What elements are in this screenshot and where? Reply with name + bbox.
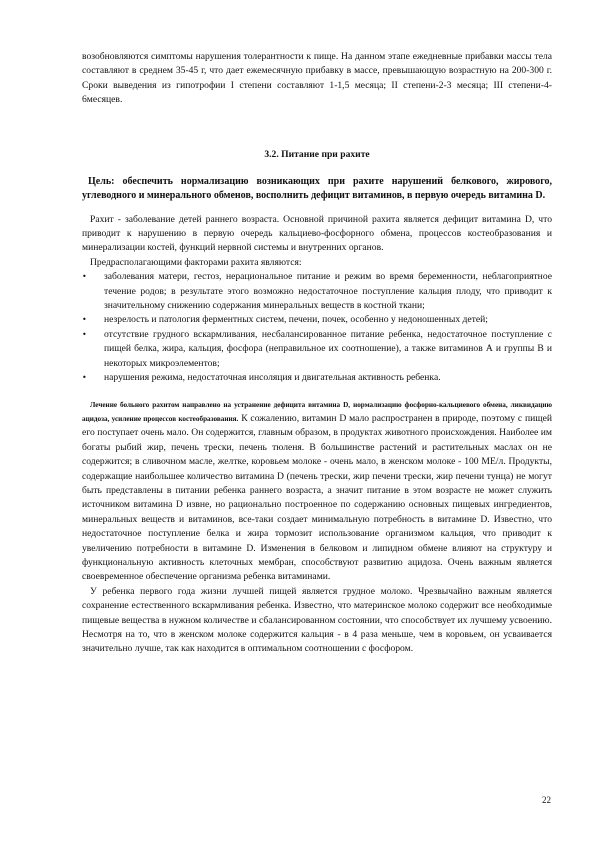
section-title: 3.2. Питание при рахите xyxy=(264,148,370,160)
bullet-icon: • xyxy=(82,373,87,383)
list-item xyxy=(82,313,552,327)
treatment-text: К сожалению, витамин D мало распространен в природе, поэтому с пищей его поступает очень мало. Он содержится, главным образом, в продуктах животного происхождения. Наиболее им богаты рыбий жир, печень трески, печень тюленя. В большинстве растений и растительных маслах он не содержится; в сливочном масле, желтке, коровьем молоке - очень мало, в женском молоке - 100 МЕ/л. Продукты, содержащие наибольшее количество витамина D (печень трески, жир печени трески, жир печени тунца) не могут быть представлены в питании ребенка раннего возраста, а значит питание в этом возрасте не может служить источником витамина D извне, но рационально построенное по содержанию основных пищевых ингредиентов, минеральных веществ и витаминов, все-таки создает минимальную потребность в витамине D. Известно, что недостаточное поступление белка и жира тормозит использование организмом кальция, что приводит к увеличению потребности в витамине D. Изменения в белковом и липидном обмене влияют на структуру и функциональную активность клеточных мембран, способствуют развитию ацидоза. Очень важным является своевременное обеспечение организма ребенка витаминами. xyxy=(82,412,552,583)
factor-text: отсутствие грудного вскармливания, несбалансированное питание ребенка, недостаточное поступление с пищей белка, жира, кальция, фосфора (неправильное их соотношение), а также витаминов А и группы В и некоторых микроэлементов; xyxy=(104,328,552,369)
list-item xyxy=(82,371,552,385)
factor-text: нарушения режима, недостаточная инсоляция и двигательная активность ребенка. xyxy=(104,372,441,384)
page-number: 22 xyxy=(542,795,551,805)
bullet-icon: • xyxy=(82,329,87,339)
document-page xyxy=(82,50,552,657)
treatment-section xyxy=(82,398,552,657)
rickets-section xyxy=(82,213,552,386)
goal-statement: Цель: обеспечить нормализацию возникающих при рахите нарушений белкового, жирового, углеводного и минерального обменов, восполнить дефицит витаминов, в первую очередь витамина D. xyxy=(82,175,552,201)
treatment-paragraph xyxy=(82,398,552,585)
bullet-icon: • xyxy=(82,315,87,325)
bullet-icon: • xyxy=(82,272,87,282)
factors-list xyxy=(82,270,552,385)
intro-paragraph: возобновляются симптомы нарушения толерантности к пище. На данном этапе ежедневные прибавки массы тела составляют в среднем 35-45 г, что дает ежемесячную прибавку в массе, превышающую возрастную на 200-300 г. Сроки выведения из гипотрофии I степени составляют 1-1,5 месяца; II степени-2-3 месяца; III степени-4-6месяцев. xyxy=(82,51,552,106)
factor-text: заболевания матери, гестоз, нерациональное питание и режим во время беременности, неблагоприятное течение родов; в результате этого возможно недостаточное поступление кальция плоду, что приводит к значительному снижению содержания минеральных веществ в костной ткани; xyxy=(104,271,552,312)
breastfeeding-paragraph: У ребенка первого года жизни лучшей пищей является грудное молоко. Чрезвычайно важным является сохранение естественного вскармливания ребенка. Известно, что материнское молоко содержит все необходимые пищевые вещества в нужном количестве и сбалансированном состоянии, что способствует их лучшему усвоению. Несмотря на то, что в женском молоке содержится кальция - в 4 раза меньше, чем в коровьем, он усваивается значительно лучше, так как находится в оптимальном соотношении с фосфором. xyxy=(82,585,552,655)
treatment-lead: Лечение больного рахитом направлено на устранение дефицита витамина D, нормализацию фосфорно-кальциевого обмена, ликвидацию ацидоза, усиление процессов костеобразования. xyxy=(82,400,552,423)
factor-text: незрелость и патология ферментных систем, печени, почек, особенно у недоношенных детей; xyxy=(104,314,488,326)
factors-intro: Предрасполагающими факторами рахита являются: xyxy=(90,256,302,268)
rickets-definition: Рахит - заболевание детей раннего возраста. Основной причиной рахита является дефицит витамина D, что приводит к нарушению в первую очередь кальциево-фосфорного обмена, процессов костеобразования и минерализации костей, функций нервной системы и внутренних органов. xyxy=(82,213,552,254)
list-item xyxy=(82,270,552,313)
list-item xyxy=(82,328,552,371)
